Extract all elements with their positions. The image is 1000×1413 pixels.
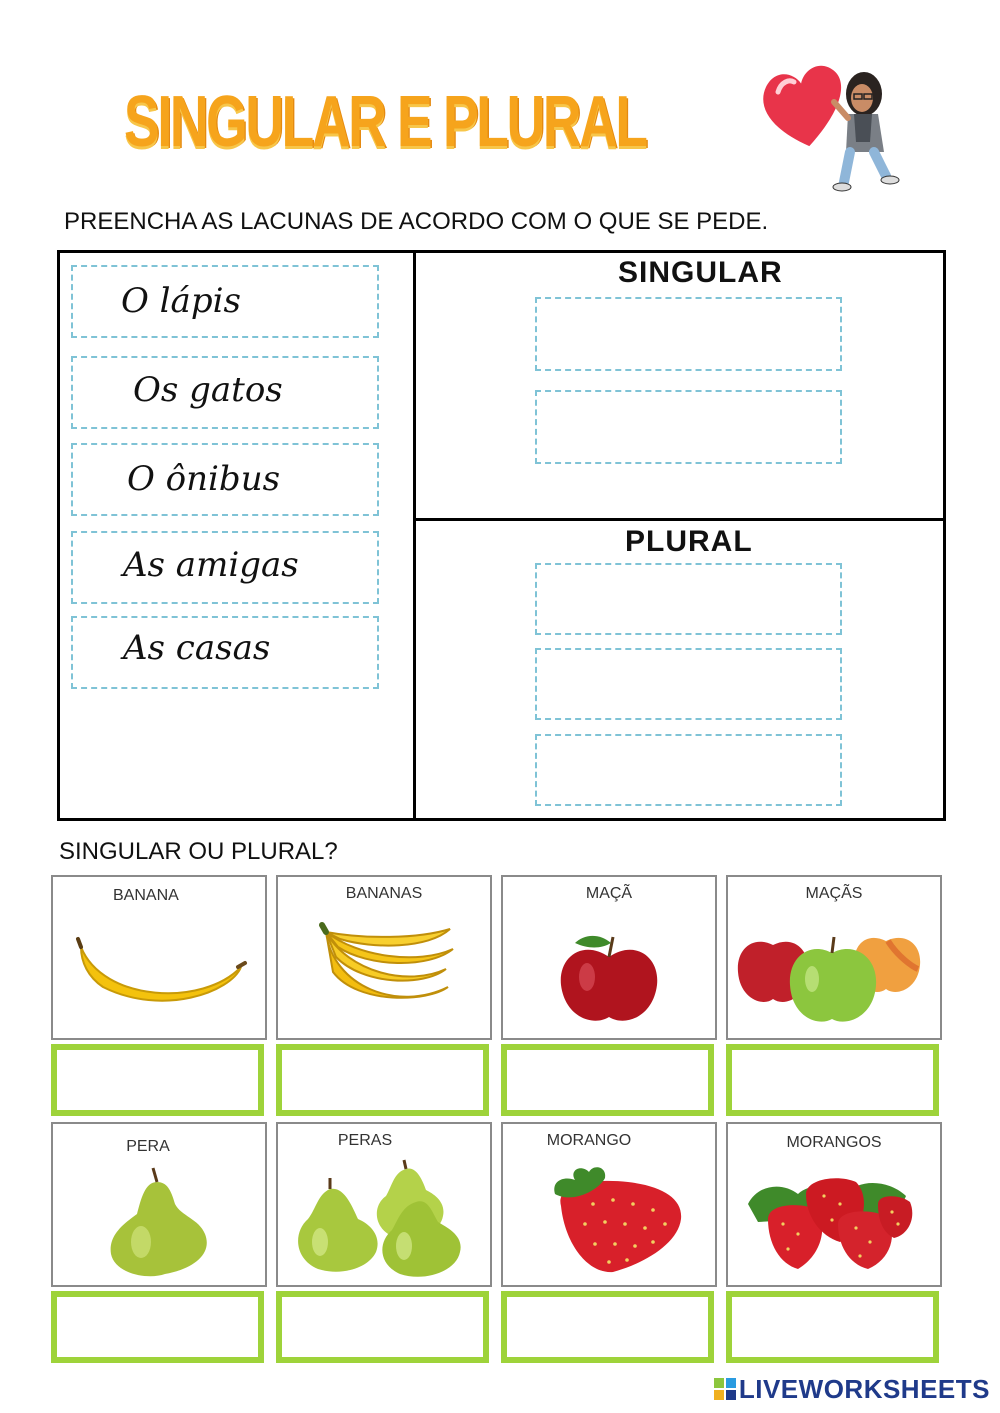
banana-icon — [53, 877, 265, 1038]
fruit-card — [51, 875, 267, 1040]
singular-answer-box[interactable] — [535, 390, 842, 464]
card-label: MORANGO — [546, 1132, 632, 1149]
answer-box[interactable] — [726, 1044, 939, 1116]
word-box — [71, 443, 379, 516]
answer-box[interactable] — [51, 1044, 264, 1116]
card-label: MAÇÃS — [805, 885, 863, 902]
fruit-card — [726, 875, 942, 1040]
plural-answer-box[interactable] — [535, 648, 842, 720]
answer-box[interactable] — [501, 1044, 714, 1116]
plural-answer-box[interactable] — [535, 734, 842, 806]
singular-header: SINGULAR — [618, 256, 783, 289]
plural-answer-box[interactable] — [535, 563, 842, 635]
answer-box[interactable] — [51, 1291, 264, 1363]
answer-box[interactable] — [276, 1044, 489, 1116]
apples-icon — [728, 877, 940, 1038]
card-label: BANANAS — [345, 885, 423, 902]
word-box — [71, 356, 379, 429]
answer-box[interactable] — [726, 1291, 939, 1363]
fruit-card — [51, 1122, 267, 1287]
page-title: SINGULAR E PLURAL — [124, 82, 646, 162]
instruction-text: PREENCHA AS LACUNAS DE ACORDO COM O QUE SE PEDE. — [64, 208, 769, 235]
word-item: O lápis — [121, 281, 241, 321]
word-item: As casas — [123, 628, 271, 668]
answer-box[interactable] — [276, 1291, 489, 1363]
fruit-card — [501, 875, 717, 1040]
word-item: Os gatos — [133, 370, 283, 410]
bananas-icon — [278, 877, 490, 1038]
word-item: As amigas — [123, 545, 299, 585]
singular-answer-box[interactable] — [535, 297, 842, 371]
pear-icon — [53, 1124, 265, 1285]
strawberry-icon — [503, 1124, 715, 1285]
word-box — [71, 531, 379, 604]
card-label: MAÇÃ — [585, 885, 633, 902]
strawberries-icon — [728, 1124, 940, 1285]
liveworksheets-icon — [714, 1378, 736, 1400]
table-divider — [413, 250, 416, 821]
brand-text: LIVEWORKSHEETS — [738, 1374, 990, 1404]
answer-box[interactable] — [501, 1291, 714, 1363]
card-label: PERA — [126, 1138, 170, 1155]
card-label: BANANA — [113, 887, 179, 904]
fruit-card — [276, 1122, 492, 1287]
plural-header: PLURAL — [625, 525, 753, 558]
fruit-card — [276, 875, 492, 1040]
fruit-card — [726, 1122, 942, 1287]
apple-icon — [503, 877, 715, 1038]
word-box — [71, 616, 379, 689]
card-label: PERAS — [337, 1132, 393, 1149]
fruit-card — [501, 1122, 717, 1287]
pears-icon — [278, 1124, 490, 1285]
word-item: O ônibus — [127, 459, 281, 499]
liveworksheets-logo — [714, 1374, 990, 1405]
word-box — [71, 265, 379, 338]
table-divider — [413, 518, 946, 521]
card-label: MORANGOS — [786, 1134, 882, 1151]
teacher-avatar-icon — [756, 52, 906, 197]
question-text: SINGULAR OU PLURAL? — [59, 838, 338, 865]
